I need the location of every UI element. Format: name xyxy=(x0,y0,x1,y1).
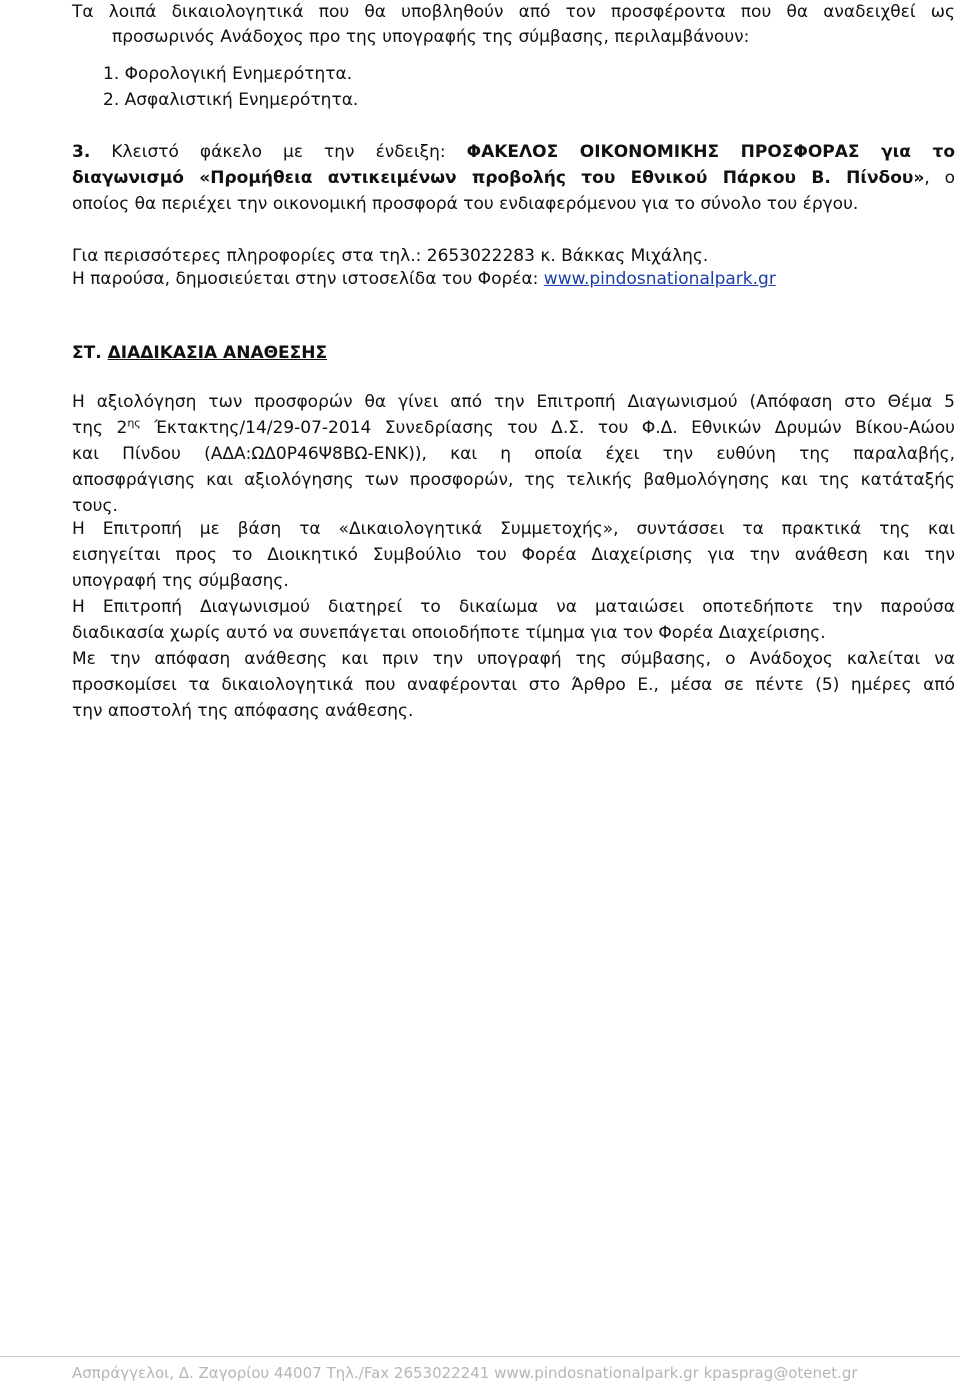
paragraph-1-line-4: αποσφράγισης και αξιολόγησης των προσφορών, της τελικής βαθμολόγησης και της κατάταξής xyxy=(72,470,955,490)
footer-divider xyxy=(0,1356,960,1357)
item3-line-2-tail: , ο xyxy=(924,168,955,188)
website-link[interactable]: www.pindosnationalpark.gr xyxy=(543,269,776,289)
item3-line-3: οποίος θα περιέχει την οικονομική προσφορά του ενδιαφερόμενου για το σύνολο του έργου. xyxy=(72,194,859,214)
section-title: ΔΙΑΔΙΚΑΣΙΑ ΑΝΑΘΕΣΗΣ xyxy=(107,343,328,363)
paragraph-1-line-3: και Πίνδου (ΑΔΑ:ΩΔ0Ρ46Ψ8ΒΩ-ΕΝΚ)), και η οποία έχει την ευθύνη της παραλαβής, xyxy=(72,444,955,464)
list-item-text: Φορολογική Ενημερότητα. xyxy=(124,64,353,84)
paragraph-1-line-2-start: της 2 xyxy=(72,418,128,438)
item3-envelope-label: ΦΑΚΕΛΟΣ ΟΙΚΟΝΟΜΙΚΗΣ ΠΡΟΣΦΟΡΑΣ για το xyxy=(466,142,956,162)
page-footer: Ασπράγγελοι, Δ. Ζαγορίου 44007 Τηλ./Fax 2653022241 www.pindosnationalpark.gr kpasprag@otenet.gr xyxy=(72,1364,858,1382)
publication-notice xyxy=(72,266,955,292)
list-item-text: Ασφαλιστική Ενημερότητα. xyxy=(124,90,359,110)
section-heading xyxy=(72,340,955,366)
list-item xyxy=(103,87,358,113)
paragraph-1-line-5: τους. xyxy=(72,496,118,516)
paragraph-2-line-1: Η Επιτροπή με βάση τα «Δικαιολογητικά Συμμετοχής», συντάσσει τα πρακτικά της και xyxy=(72,519,955,539)
item3-number: 3. xyxy=(72,142,91,162)
ordinal-suffix: ης xyxy=(127,416,141,430)
item3-tender-title: διαγωνισμό «Προμήθεια αντικειμένων προβολής του Εθνικού Πάρκου Β. Πίνδου» xyxy=(72,168,925,188)
paragraph-4-line-3: την αποστολή της απόφασης ανάθεσης. xyxy=(72,701,414,721)
item3-line-2 xyxy=(72,165,955,191)
paragraph-1-line-2-end: Έκτακτης/14/29-07-2014 Συνεδρίασης του Δ.Σ. του Φ.Δ. Εθνικών Δρυμών Βίκου-Αώου xyxy=(140,418,955,438)
intro-line-2: προσωρινός Ανάδοχος προ της υπογραφής της σύμβασης, περιλαμβάνουν: xyxy=(112,27,750,47)
paragraph-1-line-2 xyxy=(72,415,955,441)
section-number: ΣΤ. xyxy=(72,343,102,363)
paragraph-2-line-3: υπογραφή της σύμβασης. xyxy=(72,571,289,591)
item3-pre-bold: Κλειστό φάκελο με την ένδειξη: xyxy=(111,142,446,162)
paragraph-4-line-1: Με την απόφαση ανάθεσης και πριν την υπογραφή της σύμβασης, ο Ανάδοχος καλείται να xyxy=(72,649,955,669)
paragraph-3-line-2: διαδικασία χωρίς αυτό να συνεπάγεται οποιοδήποτε τίμημα για τον Φορέα Διαχείρισης. xyxy=(72,623,826,643)
paragraph-2-line-2: εισηγείται προς το Διοικητικό Συμβούλιο του Φορέα Διαχείρισης για την ανάθεση και την xyxy=(72,545,955,565)
list-item-number: 2. xyxy=(103,90,120,110)
list-item-number: 1. xyxy=(103,64,120,84)
list-item xyxy=(103,61,352,87)
contact-info: Για περισσότερες πληροφορίες στα τηλ.: 2653022283 κ. Βάκκας Μιχάλης. xyxy=(72,246,709,266)
paragraph-3-line-1: Η Επιτροπή Διαγωνισμού διατηρεί το δικαίωμα να ματαιώσει οποτεδήποτε την παρούσα xyxy=(72,597,955,617)
publication-text: Η παρούσα, δημοσιεύεται στην ιστοσελίδα του Φορέα: xyxy=(72,269,544,289)
intro-line-1: Τα λοιπά δικαιολογητικά που θα υποβληθούν από τον προσφέροντα που θα αναδειχθεί ως xyxy=(72,2,955,22)
paragraph-1-line-1: Η αξιολόγηση των προσφορών θα γίνει από την Επιτροπή Διαγωνισμού (Απόφαση στο Θέμα 5 xyxy=(72,392,955,412)
item3-line-1 xyxy=(72,139,955,165)
paragraph-4-line-2: προσκομίσει τα δικαιολογητικά που αναφέρονται στο Άρθρο Ε., μέσα σε πέντε (5) ημέρες από xyxy=(72,675,955,695)
